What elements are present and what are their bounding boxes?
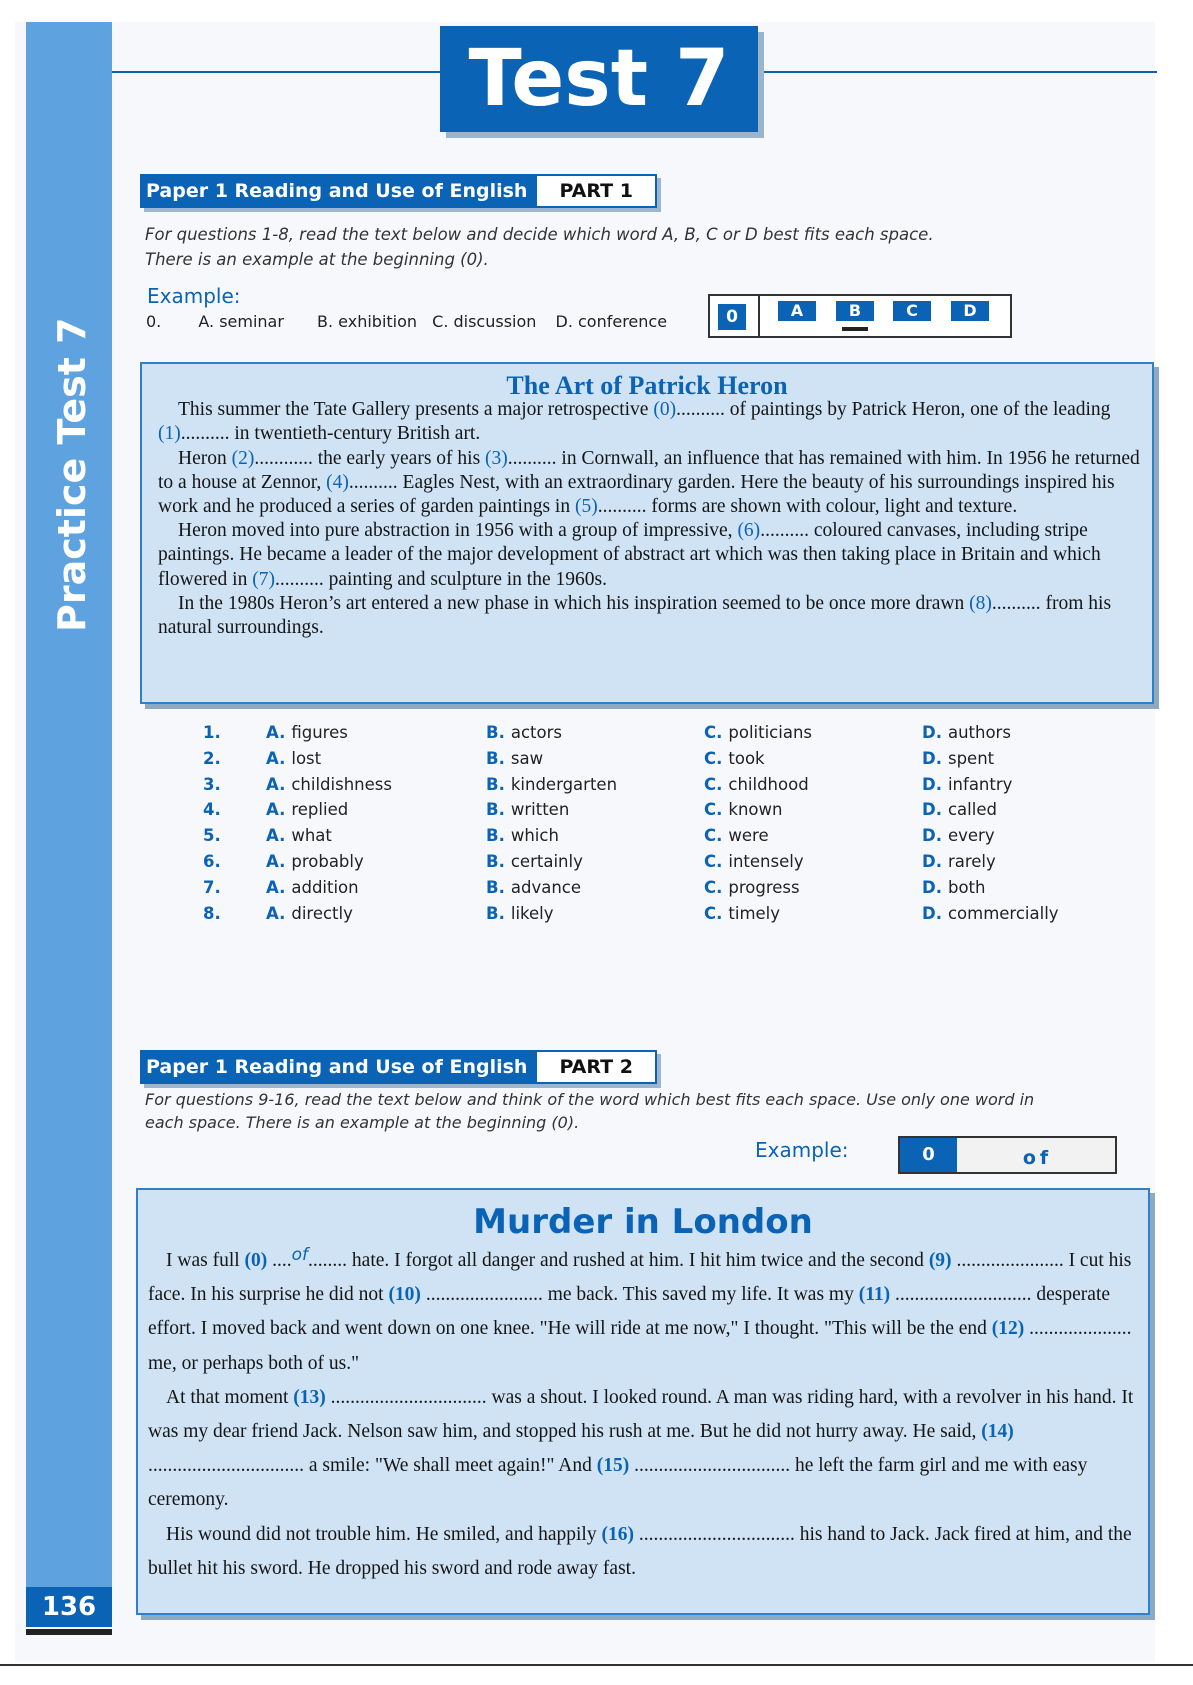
- example-number: 0.: [146, 312, 162, 331]
- text-run: .......... in Cornwall, an influence that has remained with him. In 1956 he returned to a house at Zennor,: [158, 447, 1140, 493]
- gap-15: (15): [596, 1455, 630, 1477]
- option-b[interactable]: [486, 878, 581, 897]
- option-d[interactable]: [922, 800, 997, 819]
- option-number: 2.: [203, 748, 221, 768]
- option-number: 5.: [203, 826, 221, 846]
- sidebar-title: Practice Test 7: [50, 317, 94, 632]
- option-letter: B.: [486, 903, 505, 923]
- option-letter: A.: [266, 903, 286, 923]
- option-text: authors: [947, 723, 1011, 742]
- part1-paragraph: [158, 398, 1142, 446]
- option-number: 4.: [203, 800, 221, 820]
- gap-5: (5): [574, 496, 598, 518]
- option-letter: A.: [266, 852, 286, 871]
- option-d[interactable]: [922, 723, 1011, 742]
- part2-part-label: PART 2: [535, 1050, 656, 1084]
- option-number: 1.: [203, 723, 221, 742]
- option-letter: C.: [704, 852, 723, 871]
- option-row: [0, 723, 1193, 748]
- option-text: known: [728, 800, 783, 820]
- option-letter: B.: [486, 877, 505, 897]
- option-c[interactable]: [704, 826, 769, 845]
- part1-paragraph: [158, 592, 1142, 640]
- option-row: [0, 878, 1193, 903]
- option-a[interactable]: [266, 904, 353, 923]
- gap-16: (16): [601, 1523, 634, 1545]
- gap-12: (12): [991, 1318, 1025, 1340]
- part2-example-number: 0: [900, 1138, 957, 1172]
- option-letter: D.: [922, 852, 942, 871]
- text-run: ................................ was a shout. I looked round. A man was riding hard, with a revolver in his hand. It was my dear friend Jack. Nelson saw him, and stopped his rush at me. But he did not hurry away. He said,: [148, 1386, 1134, 1443]
- option-number: 3.: [203, 774, 221, 794]
- part1-paragraph: [158, 447, 1142, 520]
- option-row: [0, 775, 1193, 800]
- option-text: childhood: [728, 774, 809, 794]
- option-text: which: [510, 826, 559, 846]
- option-letter: C.: [704, 723, 723, 742]
- option-d[interactable]: [922, 826, 995, 845]
- part2-instruction-line2: each space. There is an example at the beginning (0).: [145, 1113, 580, 1132]
- text-run: At that moment: [166, 1386, 294, 1408]
- part1-heading-bar: [140, 174, 657, 208]
- part2-paper-label: Paper 1 Reading and Use of English: [140, 1050, 535, 1084]
- part2-paragraph: [148, 1518, 1136, 1586]
- option-letter: C.: [704, 748, 723, 768]
- option-text: certainly: [510, 852, 583, 871]
- option-text: addition: [291, 877, 359, 897]
- option-a[interactable]: [266, 775, 392, 794]
- gap-14: (14): [981, 1421, 1014, 1443]
- part2-example-answer: of: [1022, 1147, 1053, 1169]
- test-title: Test 7: [440, 26, 758, 132]
- option-text: kindergarten: [510, 774, 618, 794]
- gap-13: (13): [293, 1386, 326, 1408]
- option-c[interactable]: [704, 800, 782, 819]
- option-letter: A.: [266, 877, 286, 897]
- gap-3: (3): [485, 447, 508, 469]
- part2-example-box: [898, 1136, 1117, 1174]
- text-run: .......... of paintings by Patrick Heron, one of the leading: [676, 399, 1111, 421]
- part1-paper-label: Paper 1 Reading and Use of English: [140, 174, 535, 208]
- example-option-c: C. discussion: [432, 312, 537, 331]
- part1-paragraph: [158, 519, 1142, 592]
- option-text: timely: [728, 903, 781, 923]
- option-letter: B.: [486, 774, 505, 794]
- option-text: likely: [510, 903, 554, 923]
- option-text: infantry: [947, 774, 1013, 794]
- option-c[interactable]: [704, 878, 800, 897]
- option-d[interactable]: [922, 775, 1012, 794]
- option-row: [0, 904, 1193, 929]
- text-run: ....: [267, 1250, 292, 1271]
- text-run: .......... in twentieth-century British art.: [180, 423, 481, 445]
- gap-10: (10): [388, 1284, 421, 1306]
- option-text: intensely: [728, 852, 804, 871]
- option-number: 8.: [203, 903, 221, 923]
- part1-part-label: PART 1: [535, 174, 656, 208]
- option-text: rarely: [947, 852, 996, 871]
- option-text: both: [947, 877, 986, 897]
- gap-4: (4): [326, 471, 349, 493]
- option-c[interactable]: [704, 723, 812, 742]
- option-text: what: [291, 826, 332, 846]
- option-letter: B.: [486, 852, 505, 871]
- part1-text-body: [158, 398, 1142, 640]
- option-d[interactable]: [922, 878, 985, 897]
- option-letter: C.: [704, 826, 723, 846]
- option-text: were: [728, 826, 769, 846]
- part1-text-title: The Art of Patrick Heron: [506, 371, 788, 400]
- part2-heading-bar: [140, 1050, 657, 1084]
- example-option-a: A. seminar: [198, 312, 284, 331]
- gap-1: (1): [158, 423, 181, 445]
- option-letter: D.: [922, 748, 942, 768]
- text-run: .......... from his natural surroundings.: [158, 592, 1112, 639]
- page-number-rule: [26, 1629, 112, 1635]
- option-c[interactable]: [704, 749, 765, 768]
- part1-instruction-line1: For questions 1-8, read the text below and decide which word A, B, C or D best fits each space.: [145, 225, 934, 244]
- gap-2: (2): [231, 447, 255, 469]
- answer-box-number: 0: [718, 304, 746, 330]
- option-text: directly: [291, 903, 353, 923]
- option-row: [0, 800, 1193, 825]
- option-letter: D.: [922, 723, 942, 742]
- option-b[interactable]: [486, 775, 617, 794]
- option-b[interactable]: [486, 749, 543, 768]
- text-run: ................................ his hand to Jack. Jack fired at him, and the bullet hit his sword. He dropped his sword and rode away fast.: [148, 1523, 1132, 1579]
- option-a[interactable]: [266, 878, 359, 897]
- text-run: .......... painting and sculpture in the 1960s.: [274, 568, 607, 590]
- option-a[interactable]: [266, 723, 348, 742]
- gap-0: (0): [653, 399, 677, 421]
- option-letter: B.: [486, 748, 505, 768]
- option-letter: A.: [266, 800, 286, 820]
- part2-text-box: [136, 1188, 1150, 1615]
- option-text: every: [947, 826, 995, 846]
- option-row: [0, 749, 1193, 774]
- example-option-b: B. exhibition: [317, 312, 418, 331]
- option-letter: D.: [922, 826, 942, 846]
- option-c[interactable]: [704, 775, 809, 794]
- text-run: ...................... I cut his face. In his surprise he did not: [148, 1250, 1132, 1306]
- option-text: childishness: [291, 774, 392, 794]
- option-b[interactable]: [486, 826, 559, 845]
- text-run: I was full: [166, 1250, 245, 1271]
- option-letter: A.: [266, 774, 286, 794]
- option-d[interactable]: [922, 904, 1059, 923]
- option-a[interactable]: [266, 826, 332, 845]
- option-letter: A.: [266, 826, 286, 846]
- option-text: saw: [510, 748, 544, 768]
- option-row: [0, 826, 1193, 851]
- option-letter: B.: [486, 723, 505, 742]
- option-b[interactable]: [486, 723, 562, 742]
- text-run: ................................ he left the farm girl and me with easy ceremony.: [148, 1455, 1088, 1511]
- part2-paragraph: [148, 1244, 1136, 1381]
- option-b[interactable]: [486, 852, 583, 871]
- text-run: Heron: [178, 447, 232, 469]
- option-letter: B.: [486, 826, 505, 846]
- option-number: 6.: [203, 852, 221, 871]
- text-run: .......... Eagles Nest, with an extraordinary garden. Here the beauty of his surroundings inspired his work and he produced a series of garden paintings in: [158, 471, 1115, 518]
- gap-7: (7): [252, 568, 275, 590]
- option-text: took: [728, 748, 765, 768]
- option-d[interactable]: [922, 749, 994, 768]
- part2-paragraph: [148, 1381, 1136, 1518]
- option-b[interactable]: [486, 800, 569, 819]
- option-text: replied: [291, 800, 349, 820]
- option-c[interactable]: [704, 852, 804, 871]
- option-letter: B.: [486, 800, 505, 820]
- text-run: ............ the early years of his: [254, 447, 486, 469]
- option-number: 7.: [203, 877, 221, 897]
- option-text: written: [510, 800, 570, 820]
- option-letter: C.: [704, 800, 723, 820]
- part1-instructions: [145, 222, 1105, 272]
- answer-option-b[interactable]: B: [836, 301, 874, 321]
- text-run: ........ hate. I forgot all danger and rushed at him. I hit him twice and the second: [308, 1250, 929, 1271]
- option-text: lost: [291, 748, 322, 768]
- footer-rule: [0, 1664, 1193, 1666]
- option-c[interactable]: [704, 904, 780, 923]
- option-text: advance: [510, 877, 582, 897]
- text-run: ............................ desperate effort. I moved back and went down on one knee. "He will ride at me now," I thought. "This will be the end: [148, 1284, 1111, 1340]
- option-row: [0, 852, 1193, 877]
- option-b[interactable]: [486, 904, 554, 923]
- text-run: ................................ a smile: "We shall meet again!" And: [148, 1455, 597, 1477]
- option-text: called: [947, 800, 997, 820]
- gap-11: (11): [858, 1284, 891, 1306]
- option-text: politicians: [728, 723, 813, 742]
- option-letter: C.: [704, 774, 723, 794]
- option-letter: D.: [922, 800, 942, 820]
- answer-box-divider: [758, 296, 760, 336]
- option-a[interactable]: [266, 749, 321, 768]
- gap-6: (6): [737, 520, 761, 542]
- part2-example-label: Example:: [755, 1138, 849, 1162]
- text-run: In the 1980s Heron’s art entered a new phase in which his inspiration seemed to be once more drawn: [178, 592, 970, 614]
- part2-instructions: [145, 1088, 1105, 1134]
- text-run: .......... forms are shown with colour, light and texture.: [597, 496, 1018, 518]
- gap-8: (8): [969, 592, 992, 614]
- option-a[interactable]: [266, 800, 348, 819]
- option-letter: A.: [266, 723, 286, 742]
- gap-0: (0): [244, 1250, 268, 1271]
- answer-selected-mark: [842, 327, 868, 331]
- part1-instruction-line2: There is an example at the beginning (0).: [145, 250, 489, 269]
- option-letter: A.: [266, 748, 286, 768]
- part1-answer-box: [708, 294, 1012, 338]
- text-run: .......... coloured canvases, including stripe paintings. He became a leader of the major development of abstract art which was then taking place in Britain and which flowered in: [158, 520, 1101, 590]
- option-a[interactable]: [266, 852, 364, 871]
- option-text: commercially: [947, 903, 1059, 923]
- option-letter: D.: [922, 903, 942, 923]
- part1-example-row: [146, 312, 681, 331]
- text-run: ..................... me, or perhaps both of us.": [148, 1318, 1132, 1374]
- part2-instruction-line1: For questions 9-16, read the text below and think of the word which best fits each space. Use only one word in: [145, 1090, 1035, 1109]
- example-option-d: D. conference: [555, 312, 668, 331]
- option-letter: C.: [704, 903, 723, 923]
- option-letter: D.: [922, 774, 942, 794]
- answer-option-c[interactable]: C: [893, 301, 931, 321]
- text-run: ........................ me back. This saved my life. It was my: [420, 1284, 859, 1306]
- answer-option-a[interactable]: A: [778, 301, 816, 321]
- option-text: spent: [947, 748, 995, 768]
- option-letter: C.: [704, 877, 723, 897]
- option-text: probably: [291, 852, 364, 871]
- part1-text-box: [140, 362, 1154, 704]
- text-run: This summer the Tate Gallery presents a major retrospective: [178, 399, 654, 421]
- text-run: His wound did not trouble him. He smiled, and happily: [166, 1523, 602, 1545]
- page-number: 136: [26, 1587, 112, 1627]
- gap-9: (9): [928, 1250, 952, 1271]
- option-text: figures: [291, 723, 348, 742]
- handwritten-answer: of: [291, 1245, 309, 1265]
- part2-text-title: Murder in London: [473, 1202, 813, 1242]
- option-text: progress: [728, 877, 800, 897]
- part2-text-body: [148, 1244, 1136, 1586]
- text-run: Heron moved into pure abstraction in 1956 with a group of impressive,: [178, 520, 738, 542]
- option-text: actors: [510, 723, 562, 742]
- option-letter: D.: [922, 877, 942, 897]
- part1-example-label: Example:: [147, 284, 241, 308]
- answer-option-d[interactable]: D: [951, 301, 989, 321]
- option-d[interactable]: [922, 852, 996, 871]
